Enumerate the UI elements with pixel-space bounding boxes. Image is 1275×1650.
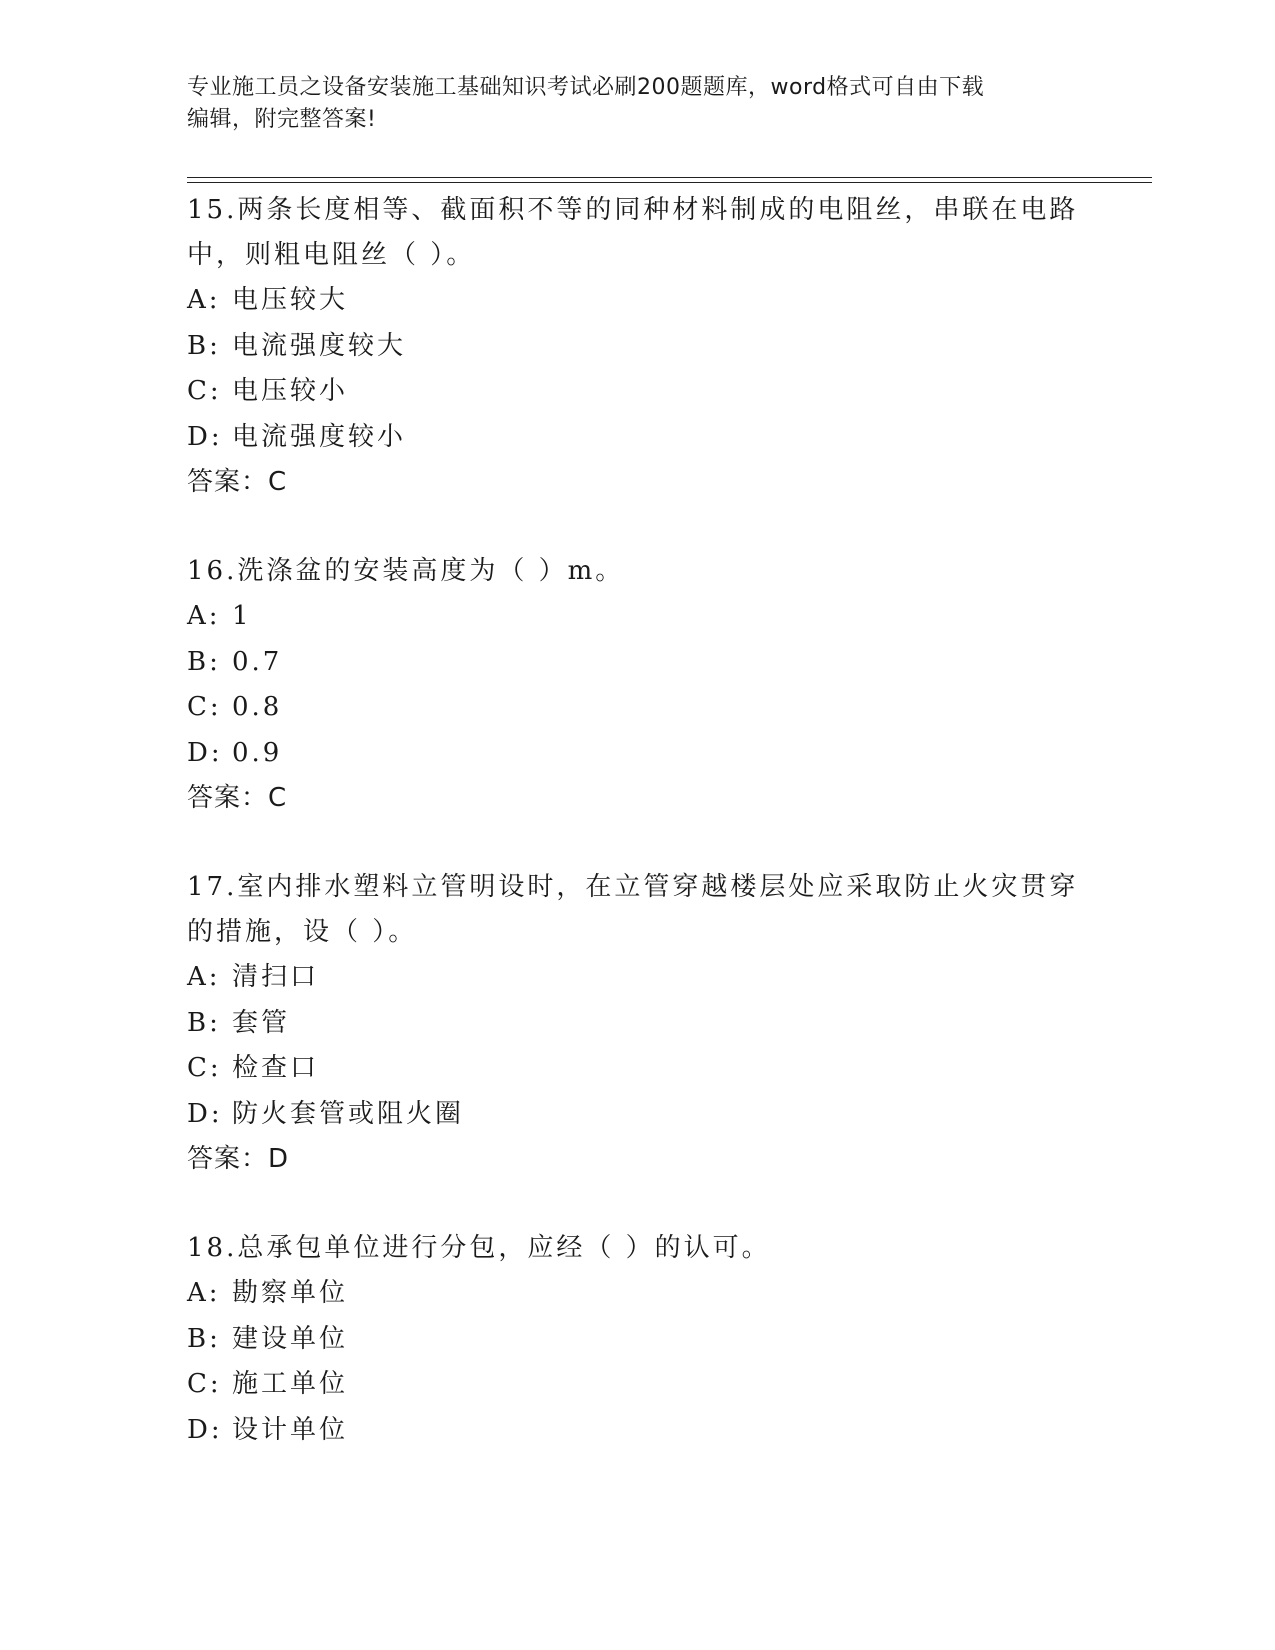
option-text: 1 (232, 601, 252, 631)
header-divider-bottom (187, 182, 1152, 183)
option-key: B: (187, 1007, 221, 1038)
header-line-2: 编辑，附完整答案! (187, 107, 377, 132)
question-15 (187, 188, 1087, 505)
question-stem-line-1: 16.洗涤盆的安装高度为（ ）m。 (187, 556, 625, 586)
option-d (187, 415, 1087, 461)
option-text: 防火套管或阻火圈 (232, 1098, 465, 1129)
option-a (187, 1271, 1087, 1317)
option-key: A: (187, 1278, 221, 1308)
header-divider-top (187, 177, 1152, 178)
option-key: B: (187, 646, 221, 677)
question-18 (187, 1226, 1087, 1453)
question-list (187, 188, 1087, 1497)
option-key: B: (187, 1323, 221, 1354)
option-text: 检查口 (232, 1053, 320, 1083)
option-text: 清扫口 (232, 962, 320, 992)
header-line-1: 专业施工员之设备安装施工基础知识考试必刷200题题库，word格式可自由下载 (187, 75, 985, 100)
option-text: 电压较大 (232, 285, 349, 315)
question-stem (187, 188, 1087, 278)
option-key: D: (187, 737, 223, 768)
question-stem (187, 549, 1087, 594)
option-key: D: (187, 421, 223, 452)
question-stem (187, 865, 1087, 955)
option-c (187, 1362, 1087, 1408)
option-b (187, 640, 1087, 686)
option-key: D: (187, 1098, 223, 1129)
option-text: 电流强度较大 (232, 330, 407, 361)
option-key: C: (187, 1053, 222, 1083)
option-key: C: (187, 376, 222, 406)
answer: 答案：C (187, 467, 288, 497)
option-text: 建设单位 (232, 1323, 349, 1354)
option-a (187, 594, 1087, 640)
question-16 (187, 549, 1087, 821)
option-text: 勘察单位 (232, 1278, 349, 1308)
option-c (187, 1046, 1087, 1092)
option-key: C: (187, 1369, 222, 1399)
answer: 答案：D (187, 1144, 290, 1174)
option-b (187, 1001, 1087, 1047)
option-d (187, 731, 1087, 777)
option-key: C: (187, 692, 222, 722)
option-text: 套管 (232, 1007, 291, 1038)
option-a (187, 955, 1087, 1001)
option-c (187, 369, 1087, 415)
question-stem-line-2: 的措施，设（ ）。 (187, 917, 418, 947)
option-text: 0.7 (232, 646, 283, 677)
option-key: A: (187, 962, 221, 992)
option-b (187, 1317, 1087, 1363)
question-stem-line-1: 18.总承包单位进行分包，应经（ ）的认可。 (187, 1233, 771, 1263)
option-c (187, 685, 1087, 731)
question-stem-line-1: 17.室内排水塑料立管明设时，在立管穿越楼层处应采取防止火灾贯穿 (187, 872, 1079, 902)
option-text: 电流强度较小 (232, 421, 407, 452)
question-stem-line-1: 15.两条长度相等、截面积不等的同种材料制成的电阻丝，串联在电路 (187, 195, 1079, 225)
option-text: 0.9 (232, 737, 283, 768)
answer: 答案：C (187, 783, 288, 813)
option-text: 设计单位 (232, 1414, 349, 1445)
option-key: B: (187, 330, 221, 361)
option-key: A: (187, 601, 221, 631)
question-stem (187, 1226, 1087, 1271)
option-d (187, 1408, 1087, 1454)
option-key: D: (187, 1414, 223, 1445)
option-b (187, 324, 1087, 370)
option-d (187, 1092, 1087, 1138)
option-text: 电压较小 (232, 376, 349, 406)
option-a (187, 278, 1087, 324)
question-17 (187, 865, 1087, 1182)
option-key: A: (187, 285, 221, 315)
document-header (187, 72, 1067, 136)
question-stem-line-2: 中，则粗电阻丝（ ）。 (187, 240, 476, 270)
option-text: 施工单位 (232, 1369, 349, 1399)
option-text: 0.8 (232, 692, 283, 722)
